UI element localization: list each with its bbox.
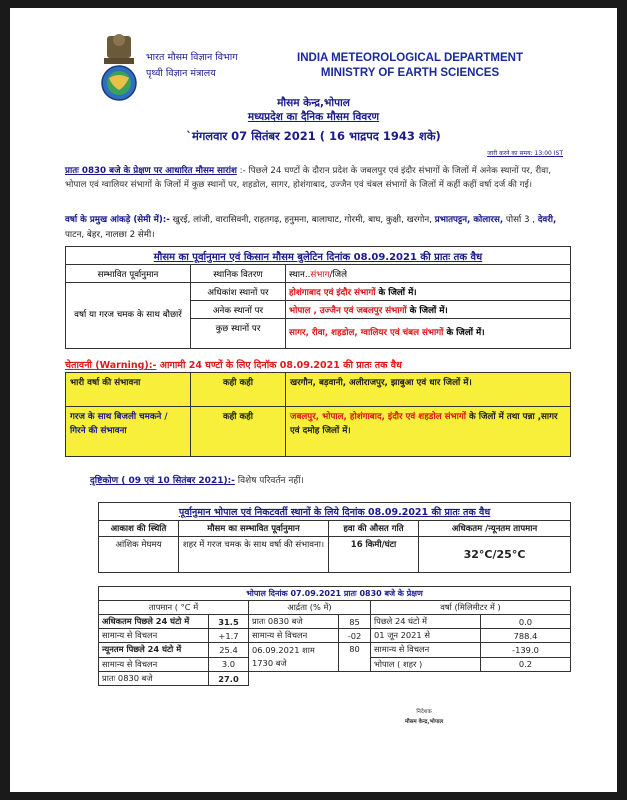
- summary-lead: प्रातः 0830 बजे के प्रेक्षण पर आधारित मौसम सारांश: [65, 166, 237, 176]
- report-date: `मंगलवार 07 सितंबर 2021 ( 16 भाद्रपद 1943 शके): [186, 129, 441, 143]
- report-title: मध्यप्रदेश का दैनिक मौसम विवरण: [247, 111, 380, 123]
- bhopal-forecast-table: पूर्वानुमान भोपाल एवं निकटवर्ती स्थानों के लिये दिनांक 08.09.2021 की प्रातः तक वैध आकाश की स्थिति मौसम का सम्भावित पूर्वानुमान हवा की औसत गति अधिकतम /न्यूनतम तापमान आंशिक मेघमय शहर में गरज चमक के साथ वर्षा की संभावना। 16 किमी/घंटा 32°C/25°C: [98, 502, 571, 573]
- bulletin-page: [10, 8, 617, 792]
- hindi-header: भारत मौसम विज्ञान विभाग पृथ्वी विज्ञान मंत्रालय: [146, 52, 238, 79]
- weather-summary: [65, 165, 575, 192]
- issue-time: जारी करने का समय: 13:00 IST: [487, 150, 563, 157]
- signature-block: निदेशक मौसम केन्द्र,भोपाल: [405, 709, 444, 725]
- forecast-row-label: वर्षा या गरज चमक के साथ बौछारें: [66, 283, 191, 349]
- english-header: INDIA METEOROLOGICAL DEPARTMENT MINISTRY OF EARTH SCIENCES: [297, 52, 523, 79]
- rainfall-figures: वर्षा के प्रमुख आंकड़े (सेमी में):- खुरई, लांजी, वारासिवनी, राहतगढ़, हनुमना, बालाघाट, गोरमी, बाघ, कुक्षी, खरगोन, प्रभातपट्टन, कोलारस, पोर्सा 3 , देवरी, पाटन, बेहर, नालछा 2 सेमी।: [65, 215, 557, 240]
- summary-text: :- पिछले 24 घण्टों के दौरान प्रदेश के जबलपुर एवं इंदौर संभागों के जिलों में अनेक स्थानों पर, रीवा, भोपाल एवं ग्वालियर संभागों के जिलों में कुछ स्थानों पर, शहडोल, सागर, होशंगाबाद, उज्जैन एवं चंबल संभागों के जिलों में कहीं कहीं वर्षा दर्ज की गई।: [65, 166, 551, 190]
- observation-table: भोपाल दिनांक 07.09.2021 प्रातः 0830 बजे के प्रेक्षण तापमान ( °C में आर्द्रता (% में) वर्षा (मिलिमीटर में ) अधिकतम पिछले 24 घंटो में 31.5 प्रातः 0830 बजे 85 पिछले 24 घंटो में 0.0 सामान्य से विचलन +1.7 सामान्य से विचलन -02 01 जून 2021 से 788.4 न्यूनतम पिछले 24 घंटो में 25.4 06.09.2021 शाम 1730 बजे 80 सामान्य से विचलन -139.0 सामान्य से विचलन 3.0 भोपाल ( शहर ) 0.2 प्रातः 0830 बजे 27.0: [98, 586, 571, 686]
- outlook: दृष्टिकोण ( 09 एवं 10 सितंबर 2021):- विशेष परिवर्तन नहीं।: [90, 476, 304, 486]
- warning-table: भारी वर्षा की संभावना कही कही खरगौन, बड़वानी, अलीराजपुर, झाबुआ एवं धार जिलों में। गरज के साथ बिजली चमकने / गिरने की संभावना कही कही जबलपुर, भोपाल, होशंगाबाद, इंदौर एवं शहडोल संभागों के जिलों में तथा पन्ना ,सागर एवं दमोह जिलों में।: [65, 372, 571, 457]
- warning-heading: चेतावनी (Warning):- आगामी 24 घण्टों के लिए दिनॉक 08.09.2021 की प्रातः तक वैध: [65, 360, 402, 371]
- center-name: मौसम केन्द्र,भोपाल: [277, 97, 350, 109]
- forecast-table: मौसम का पूर्वानुमान एवं किसान मौसम बुलेटिन दिनांक 08.09.2021 की प्रातः तक वैध सम्भावित पूर्वानुमान स्थानिक वितरण स्थान..संभाग/जिले वर्षा या गरज चमक के साथ बौछारें अधिकांश स्थानों पर होशंगाबाद एवं इंदौर संभागों के जिलों में। अनेक स्थानों पर भोपाल , उज्जैन एवं जबलपुर संभागों के जिलों में। कुछ स्थानों पर सागर, रीवा, शहडोल, ग्वालियर एवं चंबल संभागों के जिलों में।: [65, 246, 571, 349]
- forecast-caption: मौसम का पूर्वानुमान एवं किसान मौसम बुलेटिन दिनांक 08.09.2021 की प्रातः तक वैध: [66, 247, 571, 265]
